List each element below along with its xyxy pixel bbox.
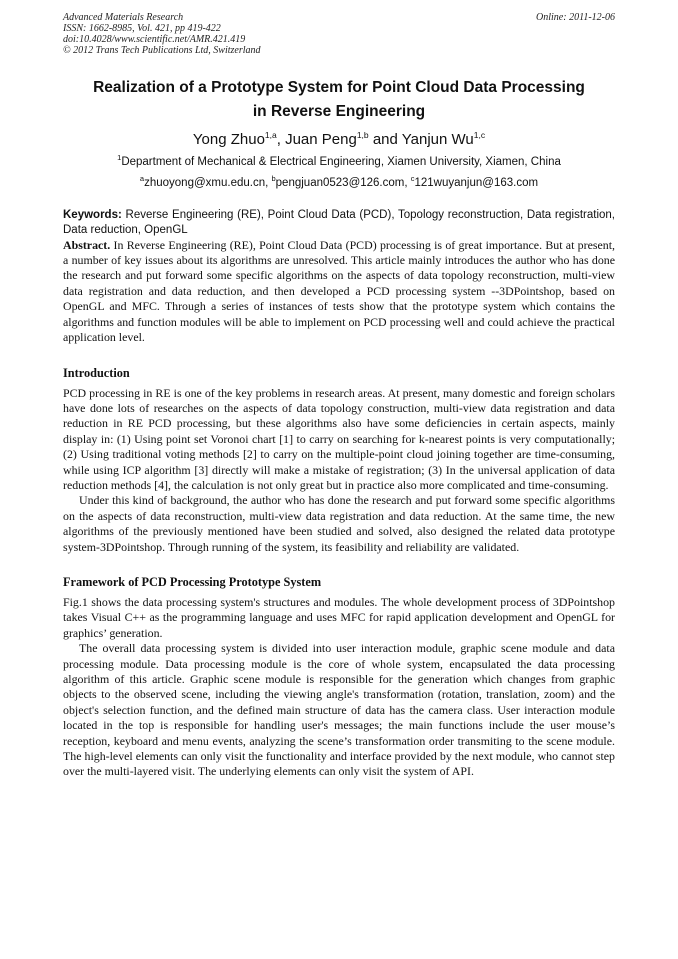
framework-heading: Framework of PCD Processing Prototype System xyxy=(63,574,322,589)
abstract-text: In Reverse Engineering (RE), Point Cloud Data (PCD) processing is of great importance. But at present, a number of key issues about its algorithms are unresolved. This article mainly introduces the author who has done the research and put forward some specific algorithms on the aspects of data topology reconstruction, multi-view data registration and data reduction, and then developed a PCD processing system --3DPointshop, based on OpenGL and MFC. Through a series of instances of tests show that the prototype system which contains the algorithms and function modules will be able to implement on PCD processing well and could achieve the practical application level. xyxy=(63,237,615,345)
title-line-2: in Reverse Engineering xyxy=(252,103,426,120)
author-name: Yong Zhuo xyxy=(192,131,265,148)
email-separator: , xyxy=(404,176,411,189)
abstract xyxy=(63,238,615,346)
doi-line: doi:10.4028/www.scientific.net/AMR.421.419 xyxy=(63,34,246,45)
online-date: Online: 2011-12-06 xyxy=(536,12,615,23)
email-superscript: c xyxy=(410,173,415,183)
author-separator: and xyxy=(368,131,402,148)
framework-paragraph: The overall data processing system is divided into user interaction module, graphic scene module and data processing module. Data processing module is the core of whole system, encapsulated the data processing algorithm of this article. Graphic scene module is responsible for the generation which changes from graphic objects to the observed scene, including the viewing angle's transformation (rotation, translation, zoom) and the object's selection function, and the defined main structure of data has the camera class. User interaction module located in the top is responsible for handling user's messages; the main functions include the user mouse’s reception, keyboard and menu events, analyzing the scene’s transformation order transmiting to the scene module. The high-level elements can only visit the functionality and interface provided by the next module, who cannot step over the multi-layered visit. The underlying elements can only visit the system of API. xyxy=(63,641,615,779)
introduction-paragraph: PCD processing in RE is one of the key problems in research areas. At present, many domestic and foreign scholars have done lots of researches on the aspects of data topology construction, multi-view data registration and data reduction in RE PCD processing, but these algorithms also have some deficiencies in certain aspects, mainly display in: (1) Using point set Voronoi chart [1] to carry on searching for k-nearest points is very computationally; (2) Using traditional voting methods [2] to carry on the multiple-point cloud joining together are time-consuming, while using ICP algorithm [3] directly will make a mistake of registration; (3) In the universal application of data reduction methods [4], the calculation is not only great but in practice also more complicated and time-consuming. xyxy=(63,385,615,492)
email-separator: , xyxy=(265,176,272,189)
author-separator: , xyxy=(276,131,286,148)
author-superscript: 1,c xyxy=(473,130,486,140)
journal-name: Advanced Materials Research xyxy=(63,12,184,23)
affiliation xyxy=(63,153,615,168)
email-superscript: a xyxy=(139,173,145,183)
paper-page xyxy=(63,12,615,780)
issn-line: ISSN: 1662-8985, Vol. 421, pp 419-422 xyxy=(63,23,221,34)
author-name: Juan Peng xyxy=(285,131,357,148)
email-address[interactable]: pengjuan0523@126.com xyxy=(275,176,405,189)
keywords-label: Keywords: xyxy=(63,208,122,221)
affiliation-superscript: 1 xyxy=(117,153,122,162)
email-address[interactable]: zhuoyong@xmu.edu.cn xyxy=(144,176,266,189)
keywords xyxy=(63,208,615,238)
author-superscript: 1,b xyxy=(356,130,369,140)
introduction-heading: Introduction xyxy=(63,365,130,380)
introduction-paragraph: Under this kind of background, the author who has done the research and put forward some specific algorithms on the aspects of data reconstruction, multi-view data registration and data reduction. At the same time, the new algorithms of the previously mentioned have been studied and solved, also designed the related data prototype system-3DPointshop. Through running of the system, its feasibility and reliability are validated. xyxy=(63,493,615,554)
author-list xyxy=(63,130,615,148)
affiliation-text: Department of Mechanical & Electrical Engineering, Xiamen University, Xiamen, China xyxy=(121,155,561,168)
framework-paragraph: Fig.1 shows the data processing system's structures and modules. The whole development process of 3DPointshop takes Visual C++ as the programming language and uses MFC for rapid application development and OpenGL for graphics’ generation. xyxy=(63,594,615,640)
title-line-1: Realization of a Prototype System for Point Cloud Data Processing xyxy=(93,79,585,96)
email-address[interactable]: 121wuyanjun@163.com xyxy=(414,176,539,189)
abstract-label: Abstract. xyxy=(63,237,111,252)
author-name: Yanjun Wu xyxy=(401,131,474,148)
journal-header xyxy=(63,12,615,56)
email-superscript: b xyxy=(271,173,276,183)
author-superscript: 1,a xyxy=(264,130,277,140)
copyright-line: © 2012 Trans Tech Publications Ltd, Switzerland xyxy=(63,45,261,56)
keywords-text: Reverse Engineering (RE), Point Cloud Data (PCD), Topology reconstruction, Data registration, Data reduction, OpenGL xyxy=(63,208,615,236)
paper-title xyxy=(63,76,615,124)
email-list xyxy=(63,174,615,189)
